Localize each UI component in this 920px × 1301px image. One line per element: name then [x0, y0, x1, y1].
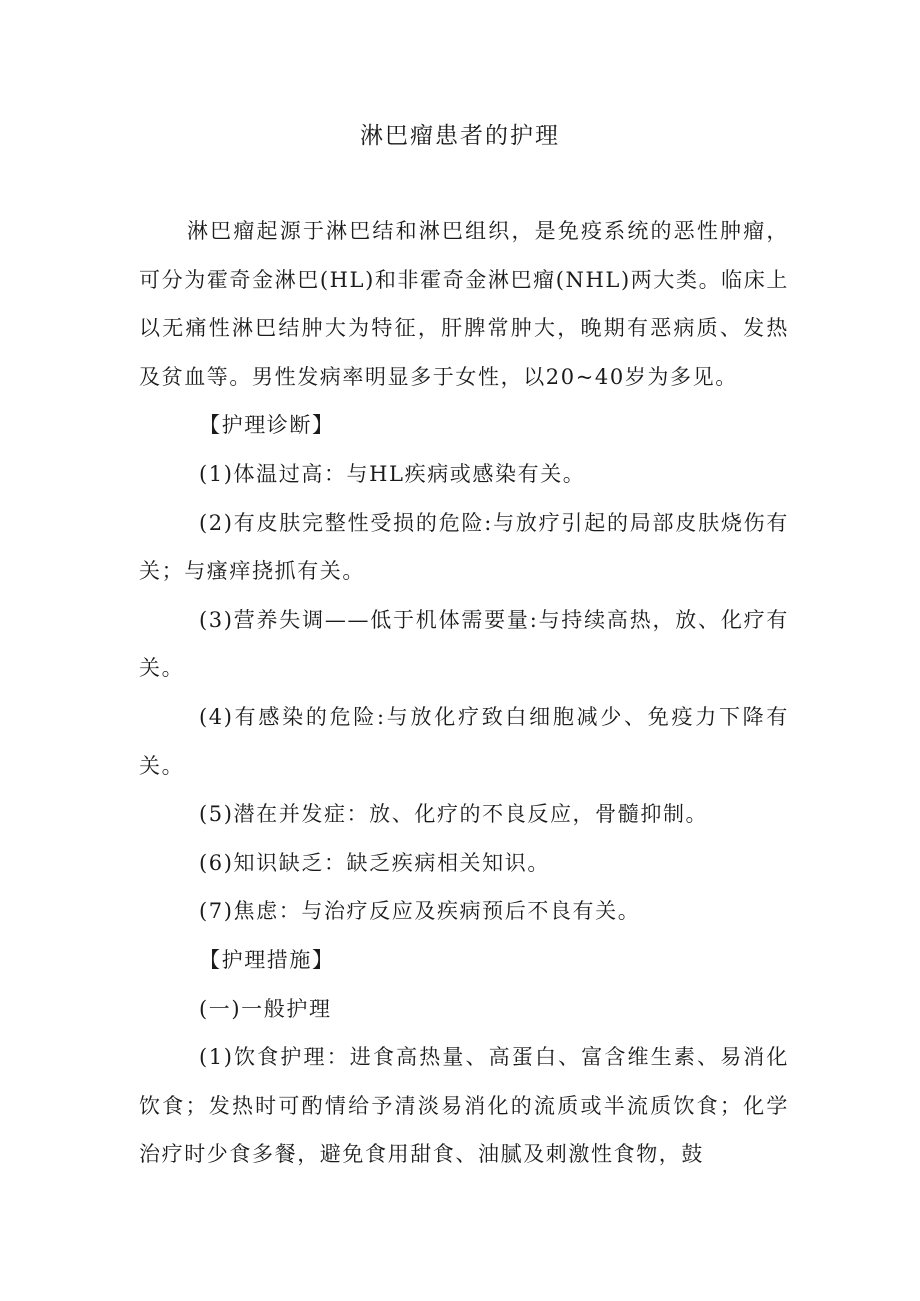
- diagnosis-item-5: (5)潜在并发症：放、化疗的不良反应，骨髓抑制。: [199, 802, 709, 827]
- diagnosis-item-4: (4)有感染的危险:与放化疗致白细胞减少、免疫力下降有关。: [139, 704, 789, 778]
- measures-heading: 【护理措施】: [199, 947, 335, 972]
- diagnosis-item-7: (7)焦虑：与治疗反应及疾病预后不良有关。: [199, 899, 641, 924]
- document-body: [139, 207, 789, 1179]
- diagnosis-item-1: (1)体温过高：与HL疾病或感染有关。: [199, 461, 586, 486]
- document-title: 淋巴瘤患者的护理: [360, 123, 560, 149]
- measures-item-1: (1)饮食护理：进食高热量、高蛋白、富含维生素、易消化饮食；发热时可酌情给予清淡易消化的流质或半流质饮食；化学治疗时少食多餐，避免食用甜食、油腻及刺激性食物，鼓: [139, 1045, 789, 1167]
- intro-paragraph: 淋巴瘤起源于淋巴结和淋巴组织，是免疫系统的恶性肿瘤，可分为霍奇金淋巴(HL)和非霍奇金淋巴瘤(NHL)两大类。临床上以无痛性淋巴结肿大为特征，肝脾常肿大，晚期有恶病质、发热及贫血等。男性发病率明显多于女性，以20~40岁为多见。: [139, 219, 789, 389]
- diagnosis-item-3: (3)营养失调——低于机体需要量:与持续高热，放、化疗有关。: [139, 607, 789, 681]
- diagnosis-heading: 【护理诊断】: [199, 413, 335, 438]
- diagnosis-item-6: (6)知识缺乏：缺乏疾病相关知识。: [199, 850, 550, 875]
- measures-subheading: (一)一般护理: [199, 996, 332, 1021]
- diagnosis-item-2: (2)有皮肤完整性受损的危险:与放疗引起的局部皮肤烧伤有关；与瘙痒挠抓有关。: [139, 510, 789, 584]
